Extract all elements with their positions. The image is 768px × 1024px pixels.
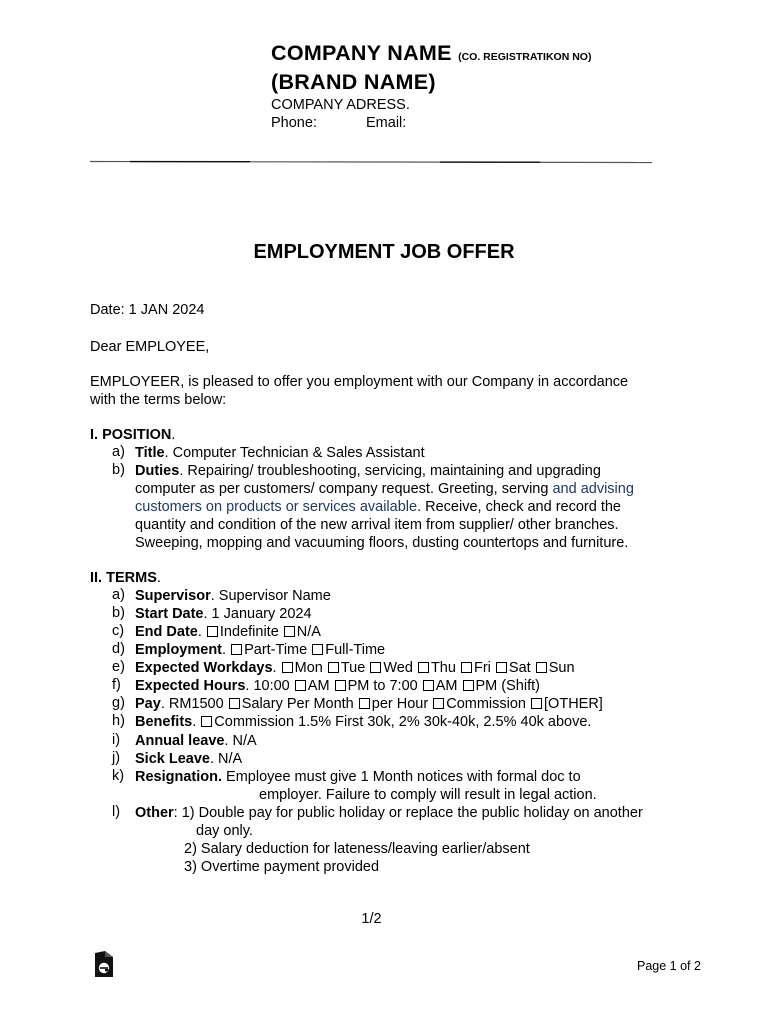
item-label: Benefits: [135, 714, 193, 730]
position-heading: I. POSITION.: [90, 427, 176, 443]
option-label: PM (Shift): [475, 678, 540, 694]
list-item: [0, 623, 768, 641]
checkbox[interactable]: [312, 644, 323, 655]
list-item: [0, 804, 768, 876]
list-letter: k): [112, 768, 125, 784]
list-item: [0, 641, 768, 659]
item-value: . Supervisor Name: [210, 588, 331, 604]
list-letter: a): [112, 444, 125, 460]
intro-line-2: with the terms below:: [90, 392, 227, 408]
item-value: . N/A: [224, 733, 257, 749]
option-label: [OTHER]: [544, 696, 603, 712]
benefits-item: Benefits. Commission 1.5% First 30k, 2% 30k-40k, 2.5% 40k above.: [135, 714, 592, 730]
list-letter: g): [112, 695, 125, 711]
item-label: Title: [135, 445, 165, 461]
item-value: Commission 1.5% First 30k, 2% 30k-40k, 2.5% 40k above.: [214, 714, 592, 730]
duties-line-1: [135, 462, 601, 480]
start-date-item: [135, 605, 312, 623]
company-name-text: COMPANY NAME: [271, 41, 452, 65]
item-label: Resignation.: [135, 769, 223, 785]
list-letter: i): [112, 732, 121, 748]
terms-heading-text: II. TERMS: [90, 570, 157, 586]
option-label: Salary Per Month: [241, 696, 354, 712]
duties-line-5: Sweeping, mopping and vacuuming floors, dusting countertops and furniture.: [135, 535, 629, 551]
phone-label: Phone:: [271, 115, 317, 131]
item-label: End Date: [135, 624, 198, 640]
option-label: AM: [435, 678, 458, 694]
checkbox[interactable]: [418, 662, 429, 673]
option-label: Commission: [446, 696, 526, 712]
checkbox[interactable]: [359, 698, 370, 709]
item-label: Other: [135, 805, 174, 821]
option-label: Tue: [340, 660, 366, 676]
option-label: Part-Time: [244, 642, 308, 658]
list-item: [0, 732, 768, 750]
annual-leave-item: [135, 732, 257, 750]
item-value: : 1) Double pay for public holiday or replace the public holiday on another: [173, 805, 643, 821]
item-label: Expected Workdays: [135, 660, 273, 676]
checkbox[interactable]: [229, 698, 240, 709]
pay-item: [135, 695, 603, 713]
terms-heading: II. TERMS.: [90, 570, 161, 586]
item-label: Employment: [135, 642, 223, 658]
list-letter: f): [112, 677, 121, 693]
footer-page-indicator: Page 1 of 2: [637, 959, 701, 973]
company-address: COMPANY ADRESS.: [271, 97, 410, 113]
option-label: N/A: [296, 624, 321, 640]
resignation-line-1: [135, 768, 581, 786]
list-letter: a): [112, 587, 125, 603]
checkbox[interactable]: [433, 698, 444, 709]
option-label: Full-Time: [325, 642, 386, 658]
option-label: PM to 7:00: [347, 678, 418, 694]
option-label: Mon: [294, 660, 323, 676]
list-item: [0, 677, 768, 695]
item-value: . RM1500: [160, 696, 224, 712]
checkbox[interactable]: [531, 698, 542, 709]
header-divider: [90, 160, 652, 164]
list-item: [0, 444, 768, 462]
hours-item: Expected Hours. 10:00 AM PM to 7:00 AM PM (Shift): [135, 678, 540, 694]
item-value: Computer Technician & Sales Assistant: [168, 445, 425, 461]
resignation-line-2: employer. Failure to comply will result in legal action.: [259, 787, 597, 803]
option-label: Sun: [548, 660, 575, 676]
email-label: Email:: [366, 115, 407, 131]
option-label: Thu: [430, 660, 456, 676]
checkbox[interactable]: [536, 662, 547, 673]
list-item: [0, 605, 768, 623]
other-line-4: 3) Overtime payment provided: [184, 859, 380, 875]
duties-line-2: [135, 480, 634, 498]
registration-number: (CO. REGISTRATIKON NO): [458, 51, 592, 63]
document-logo-icon: [94, 950, 114, 978]
item-value: Employee must give 1 Month notices with formal doc to: [222, 769, 581, 785]
list-item: [0, 750, 768, 768]
checkbox[interactable]: [231, 644, 242, 655]
sick-leave-item: [135, 750, 242, 768]
list-letter: e): [112, 659, 125, 675]
item-label: Start Date: [135, 606, 204, 622]
checkbox[interactable]: [284, 626, 295, 637]
duties-line-4: quantity and condition of the new arrival item from supplier/ other branches.: [135, 517, 619, 533]
duties-line-3: [135, 498, 621, 516]
list-item: [0, 713, 768, 731]
employment-item: Employment. Part-Time Full-Time: [135, 642, 386, 658]
checkbox[interactable]: [335, 680, 346, 691]
other-line-1: [135, 804, 643, 822]
other-line-3: 2) Salary deduction for lateness/leaving earlier/absent: [184, 841, 530, 857]
duties-text: computer as per customers/ company request. Greeting, serving: [135, 481, 553, 497]
list-item: [0, 587, 768, 605]
other-line-2: day only.: [196, 823, 253, 839]
item-value: 10:00: [249, 678, 290, 694]
checkbox[interactable]: [282, 662, 293, 673]
position-heading-text: I. POSITION: [90, 427, 172, 443]
checkbox[interactable]: [328, 662, 339, 673]
checkbox[interactable]: [295, 680, 306, 691]
item-value: . 1 January 2024: [203, 606, 312, 622]
duties-text-highlight: customers on products or services available: [135, 499, 418, 515]
item-label: Annual leave: [135, 733, 225, 749]
list-item: [0, 462, 768, 552]
offer-date: Date: 1 JAN 2024: [90, 302, 205, 318]
item-label: Pay: [135, 696, 161, 712]
checkbox[interactable]: [201, 716, 212, 727]
list-item: [0, 768, 768, 804]
duties-text: . Receive, check and record the: [417, 499, 621, 515]
option-label: Sat: [508, 660, 531, 676]
list-letter: c): [112, 623, 125, 639]
item-label: Expected Hours: [135, 678, 246, 694]
checkbox[interactable]: [461, 662, 472, 673]
item-label: Duties: [135, 463, 180, 479]
list-item: [0, 695, 768, 713]
list-letter: h): [112, 713, 125, 729]
option-label: Fri: [473, 660, 491, 676]
duties-text-highlight: and advising: [552, 481, 634, 497]
list-letter: b): [112, 605, 125, 621]
workdays-item: Expected Workdays. Mon Tue Wed Thu Fri Sat Sun: [135, 660, 575, 676]
checkbox[interactable]: [463, 680, 474, 691]
list-letter: j): [112, 750, 121, 766]
item-label: Sick Leave: [135, 751, 210, 767]
checkbox[interactable]: [423, 680, 434, 691]
option-label: AM: [307, 678, 330, 694]
intro-line-1: EMPLOYEER, is pleased to offer you employment with our Company in accordance: [90, 374, 629, 390]
supervisor-item: [135, 587, 331, 605]
option-label: per Hour: [371, 696, 429, 712]
checkbox[interactable]: [370, 662, 381, 673]
salutation: Dear EMPLOYEE,: [90, 339, 210, 355]
document-title: EMPLOYMENT JOB OFFER: [253, 241, 515, 263]
list-letter: d): [112, 641, 125, 657]
brand-name: (BRAND NAME): [271, 70, 436, 94]
option-label: Indefinite: [219, 624, 279, 640]
option-label: Wed: [383, 660, 413, 676]
list-letter: l): [112, 804, 121, 820]
checkbox[interactable]: [496, 662, 507, 673]
end-date-item: End Date. Indefinite N/A: [135, 624, 321, 640]
item-value: . Repairing/ troubleshooting, servicing, maintaining and upgrading: [179, 463, 601, 479]
page-number: 1/2: [361, 911, 382, 927]
item-value: . N/A: [209, 751, 243, 767]
list-letter: b): [112, 462, 125, 478]
company-name: [271, 41, 591, 66]
item-label: Supervisor: [135, 588, 211, 604]
checkbox[interactable]: [207, 626, 218, 637]
position-title: Title. Computer Technician & Sales Assistant: [135, 445, 425, 461]
list-item: [0, 659, 768, 677]
